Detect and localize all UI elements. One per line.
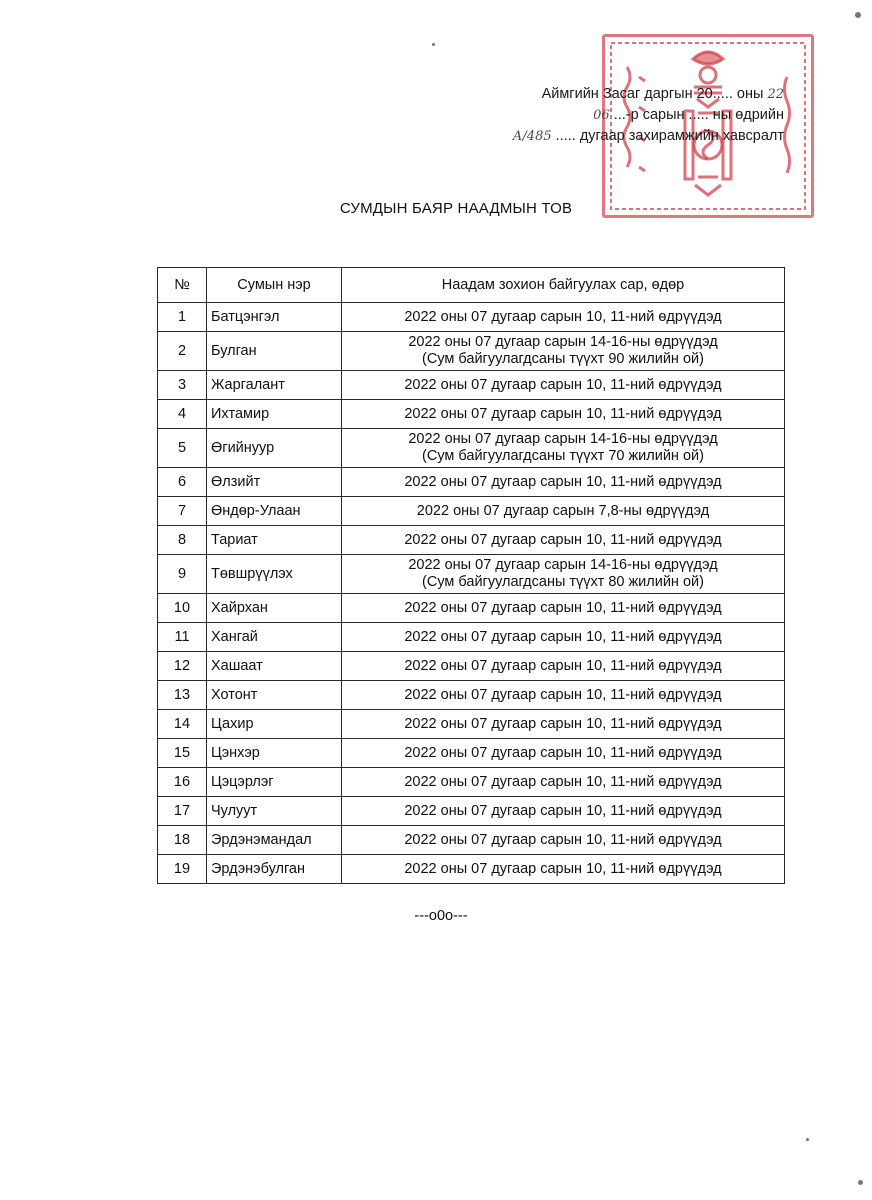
document-title: СУМДЫН БАЯР НААДМЫН ТОВ <box>339 200 573 217</box>
row-number: 8 <box>158 526 207 555</box>
festival-date: 2022 оны 07 дугаар сарын 10, 11-ний өдрүүдэд <box>404 802 722 819</box>
row-number: 1 <box>158 303 207 332</box>
soum-name: Эрдэнэбулган <box>207 855 342 884</box>
row-number: 2 <box>158 332 207 371</box>
festival-date: 2022 оны 07 дугаар сарын 10, 11-ний өдрүүдэд <box>404 308 722 325</box>
table-row <box>158 681 785 710</box>
row-number: 17 <box>158 797 207 826</box>
festival-date: 2022 оны 07 дугаар сарын 10, 11-ний өдрүүдэд <box>404 599 722 616</box>
table-row <box>158 400 785 429</box>
scan-speck <box>858 1180 863 1185</box>
row-number: 6 <box>158 468 207 497</box>
festival-date-cell <box>342 332 785 371</box>
soum-name: Хайрхан <box>207 594 342 623</box>
festival-date-cell <box>342 555 785 594</box>
row-number: 11 <box>158 623 207 652</box>
row-number: 16 <box>158 768 207 797</box>
annex-line-2: 06 ...-р сарын ..... ны өдрийн <box>593 107 784 123</box>
festival-schedule-table <box>157 267 785 884</box>
soum-name: Тариат <box>207 526 342 555</box>
annex-reference <box>513 84 784 147</box>
handwritten-order-number: А/485 <box>512 129 552 144</box>
table-row <box>158 555 785 594</box>
soum-name: Жаргалант <box>207 371 342 400</box>
row-number: 12 <box>158 652 207 681</box>
table-row <box>158 652 785 681</box>
table-row <box>158 594 785 623</box>
table-row <box>158 739 785 768</box>
row-number: 14 <box>158 710 207 739</box>
table-row <box>158 526 785 555</box>
festival-date: 2022 оны 07 дугаар сарын 10, 11-ний өдрүүдэд <box>404 628 722 645</box>
festival-date-cell <box>342 623 785 652</box>
table-row <box>158 303 785 332</box>
scan-speck <box>855 12 861 18</box>
soum-name: Цэнхэр <box>207 739 342 768</box>
festival-date-cell <box>342 797 785 826</box>
table-row <box>158 710 785 739</box>
table-row <box>158 826 785 855</box>
festival-date: 2022 оны 07 дугаар сарын 10, 11-ний өдрүүдэд <box>404 686 722 703</box>
annex-line-3: А/485 ..... дугаар захирамжийн хавсралт <box>512 128 784 144</box>
row-number: 13 <box>158 681 207 710</box>
soum-name: Төвшрүүлэх <box>207 555 342 594</box>
annex-line-1: Аймгийн Засаг даргын 20..... оны 22 <box>541 86 784 102</box>
table-row <box>158 429 785 468</box>
row-number: 9 <box>158 555 207 594</box>
festival-date: 2022 оны 07 дугаар сарын 14-16-ны өдрүүдэд <box>408 431 718 447</box>
festival-date-cell <box>342 429 785 468</box>
festival-date-cell <box>342 400 785 429</box>
festival-date: 2022 оны 07 дугаар сарын 10, 11-ний өдрүүдэд <box>404 531 722 548</box>
table-row <box>158 623 785 652</box>
scan-speck <box>432 43 435 46</box>
festival-date: 2022 оны 07 дугаар сарын 10, 11-ний өдрүүдэд <box>404 405 722 422</box>
table-row <box>158 371 785 400</box>
row-number: 4 <box>158 400 207 429</box>
festival-date: 2022 оны 07 дугаар сарын 10, 11-ний өдрүүдэд <box>404 376 722 393</box>
festival-date: 2022 оны 07 дугаар сарын 10, 11-ний өдрүүдэд <box>404 773 722 790</box>
soum-name: Ихтамир <box>207 400 342 429</box>
soum-name: Өндөр-Улаан <box>207 497 342 526</box>
row-number: 10 <box>158 594 207 623</box>
soum-name: Өгийнуур <box>207 429 342 468</box>
festival-date-cell <box>342 468 785 497</box>
festival-date-cell <box>342 710 785 739</box>
table-header-row <box>158 268 785 303</box>
festival-date: 2022 оны 07 дугаар сарын 10, 11-ний өдрүүдэд <box>404 715 722 732</box>
festival-date-cell <box>342 855 785 884</box>
festival-date-cell <box>342 768 785 797</box>
table-row <box>158 768 785 797</box>
festival-date-cell <box>342 652 785 681</box>
header-soum-name: Сумын нэр <box>207 268 342 303</box>
scan-speck <box>806 1138 809 1141</box>
anniversary-note: (Сум байгуулагдсаны түүхт 90 жилийн ой) <box>422 351 704 367</box>
table-row <box>158 497 785 526</box>
soum-name: Батцэнгэл <box>207 303 342 332</box>
festival-date-cell <box>342 739 785 768</box>
festival-date: 2022 оны 07 дугаар сарын 10, 11-ний өдрүүдэд <box>404 473 722 490</box>
table-row <box>158 797 785 826</box>
soum-name: Цэцэрлэг <box>207 768 342 797</box>
table-row <box>158 332 785 371</box>
table-row <box>158 855 785 884</box>
soum-name: Булган <box>207 332 342 371</box>
soum-name: Хотонт <box>207 681 342 710</box>
handwritten-month: 06 <box>593 108 610 123</box>
table-row <box>158 468 785 497</box>
soum-name: Хашаат <box>207 652 342 681</box>
row-number: 15 <box>158 739 207 768</box>
header-festival-date: Наадам зохион байгуулах сар, өдөр <box>342 268 785 303</box>
festival-date-cell <box>342 497 785 526</box>
soum-name: Өлзийт <box>207 468 342 497</box>
row-number: 5 <box>158 429 207 468</box>
festival-date: 2022 оны 07 дугаар сарын 14-16-ны өдрүүдэд <box>408 557 718 573</box>
festival-date-cell <box>342 371 785 400</box>
festival-date: 2022 оны 07 дугаар сарын 10, 11-ний өдрүүдэд <box>404 860 722 877</box>
row-number: 19 <box>158 855 207 884</box>
soum-name: Эрдэнэмандал <box>207 826 342 855</box>
row-number: 3 <box>158 371 207 400</box>
festival-date-cell <box>342 526 785 555</box>
festival-date-cell <box>342 826 785 855</box>
festival-date-cell <box>342 303 785 332</box>
festival-date: 2022 оны 07 дугаар сарын 10, 11-ний өдрүүдэд <box>404 744 722 761</box>
anniversary-note: (Сум байгуулагдсаны түүхт 80 жилийн ой) <box>422 574 704 590</box>
anniversary-note: (Сум байгуулагдсаны түүхт 70 жилийн ой) <box>422 448 704 464</box>
soum-name: Цахир <box>207 710 342 739</box>
row-number: 18 <box>158 826 207 855</box>
festival-date: 2022 оны 07 дугаар сарын 10, 11-ний өдрүүдэд <box>404 831 722 848</box>
handwritten-year: 22 <box>767 87 784 102</box>
header-number: № <box>158 268 207 303</box>
festival-date-cell <box>342 681 785 710</box>
row-number: 7 <box>158 497 207 526</box>
soum-name: Хангай <box>207 623 342 652</box>
festival-date: 2022 оны 07 дугаар сарын 14-16-ны өдрүүдэд <box>408 334 718 350</box>
end-mark: ---o0o--- <box>414 908 468 924</box>
table-body <box>158 303 785 884</box>
festival-date: 2022 оны 07 дугаар сарын 7,8-ны өдрүүдэд <box>416 502 710 519</box>
festival-date-cell <box>342 594 785 623</box>
soum-name: Чулуут <box>207 797 342 826</box>
festival-date: 2022 оны 07 дугаар сарын 10, 11-ний өдрүүдэд <box>404 657 722 674</box>
